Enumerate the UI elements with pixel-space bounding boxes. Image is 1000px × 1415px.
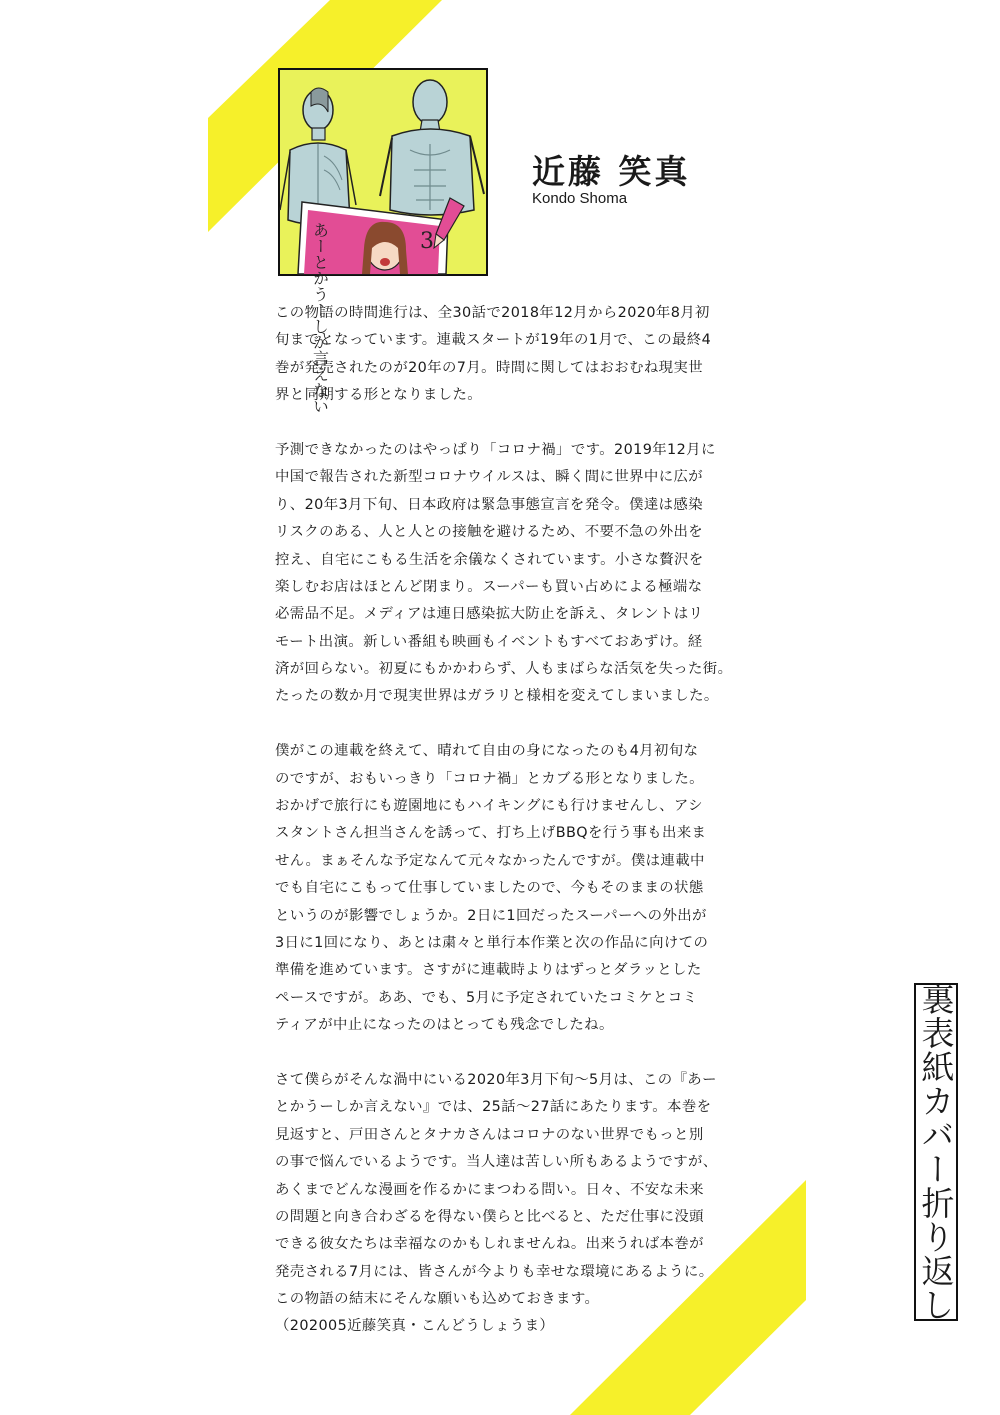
text-line: というのが影響でしょうか。2日に1回だったスーパーへの外出が xyxy=(275,907,707,924)
text-line: でも自宅にこもって仕事していましたので、今もそのままの状態 xyxy=(275,880,704,897)
paragraph xyxy=(275,437,750,711)
text-line: 界と同期する形となりました。 xyxy=(275,387,483,404)
text-line: できる彼女たちは幸福なのかもしれませんね。出来うれば本巻が xyxy=(275,1236,704,1253)
text-line: 済が回らない。初夏にもかかわらず、人もまばらな活気を失った街。 xyxy=(275,661,733,678)
text-line: のですが、おもいっきり「コロナ禍」とカブる形となりました。 xyxy=(275,770,704,787)
text-line: 予測できなかったのはやっぱり「コロナ禍」です。2019年12月に xyxy=(275,441,716,458)
text-line: とかうーしか言えない』では、25話〜27話にあたります。本巻を xyxy=(275,1099,712,1116)
text-line: さて僕らがそんな渦中にいる2020年3月下旬〜5月は、この『あー xyxy=(275,1071,717,1088)
text-line: この物語の時間進行は、全30話で2018年12月から2020年8月初 xyxy=(275,305,710,321)
signature-line: （202005近藤笑真・こんどうしょうま） xyxy=(275,1318,555,1335)
text-line: 準備を進めています。さすがに連載時よりはずっとダラッとした xyxy=(275,962,702,979)
text-line: リスクのある、人と人との接触を避けるため、不要不急の外出を xyxy=(275,524,704,541)
text-line: ペースですが。ああ、でも、5月に予定されていたコミケとコミ xyxy=(275,989,698,1006)
paragraph xyxy=(275,300,750,410)
text-line: 必需品不足。メディアは連日感染拡大防止を訴え、タレントはリ xyxy=(275,606,704,623)
text-line: 巻が発売されたのが20年の7月。時間に関してはおおむね現実世 xyxy=(275,359,704,376)
text-line: の問題と向き合わざるを得ない僕らと比べると、ただ仕事に没頭 xyxy=(275,1208,704,1225)
text-line: 旬までとなっています。連載スタートが19年の1月で、この最終4 xyxy=(275,332,712,349)
text-line: 中国で報告された新型コロナウイルスは、瞬く間に世界中に広が xyxy=(275,469,704,486)
text-line: 控え、自宅にこもる生活を余儀なくされています。小さな贅沢を xyxy=(275,551,704,568)
text-line: 発売される7月には、皆さんが今よりも幸せな環境にあるように。 xyxy=(275,1263,714,1280)
text-line: ティアが中止になったのはとっても残念でしたね。 xyxy=(275,1017,614,1034)
paragraph xyxy=(275,1067,750,1341)
text-line: おかげで旅行にも遊園地にもハイキングにも行けませんし、アシ xyxy=(275,798,703,815)
text-line: り、20年3月下旬、日本政府は緊急事態宣言を発令。僕達は感染 xyxy=(275,496,704,513)
afterword-body xyxy=(275,300,750,1341)
text-line: せん。まぁそんな予定なんて元々なかったんですが。僕は連載中 xyxy=(275,852,705,869)
text-line: の事で悩んでいるようです。当人達は苦しい所もあるようですが、 xyxy=(275,1154,718,1171)
author-name-japanese: 近藤 笑真 xyxy=(532,152,691,191)
text-line: 僕がこの連載を終えて、晴れて自由の身になったのも4月初旬な xyxy=(275,743,699,760)
cover-flap-label-box xyxy=(914,983,958,1321)
manga-volume-number: 3 xyxy=(420,229,434,254)
text-line: たったの数か月で現実世界はガラリと様相を変えてしまいました。 xyxy=(275,688,719,705)
text-line: 楽しむお店はほとんど閉まり。スーパーも買い占めによる極端な xyxy=(275,578,703,595)
text-line: この物語の結末にそんな願いも込めておきます。 xyxy=(275,1291,600,1308)
text-line: スタントさん担当さんを誘って、打ち上げBBQを行う事も出来ま xyxy=(275,825,707,842)
text-line: 見返すと、戸田さんとタナカさんはコロナのない世界でもっと別 xyxy=(275,1126,704,1143)
text-line: 3日に1回になり、あとは粛々と単行本作業と次の作品に向けての xyxy=(275,934,709,951)
cover-flap-label: 裏表紙カバー折り返し xyxy=(916,982,956,1322)
text-line: あくまでどんな漫画を作るかにまつわる問い。日々、不安な未来 xyxy=(275,1181,704,1198)
paragraph xyxy=(275,738,750,1039)
manga-cover-title: あーとかうーしか言えない xyxy=(310,222,330,414)
author-name-romaji: Kondo Shoma xyxy=(532,190,628,207)
text-line: モート出演。新しい番組も映画もイベントもすべておあずけ。経 xyxy=(275,633,703,650)
